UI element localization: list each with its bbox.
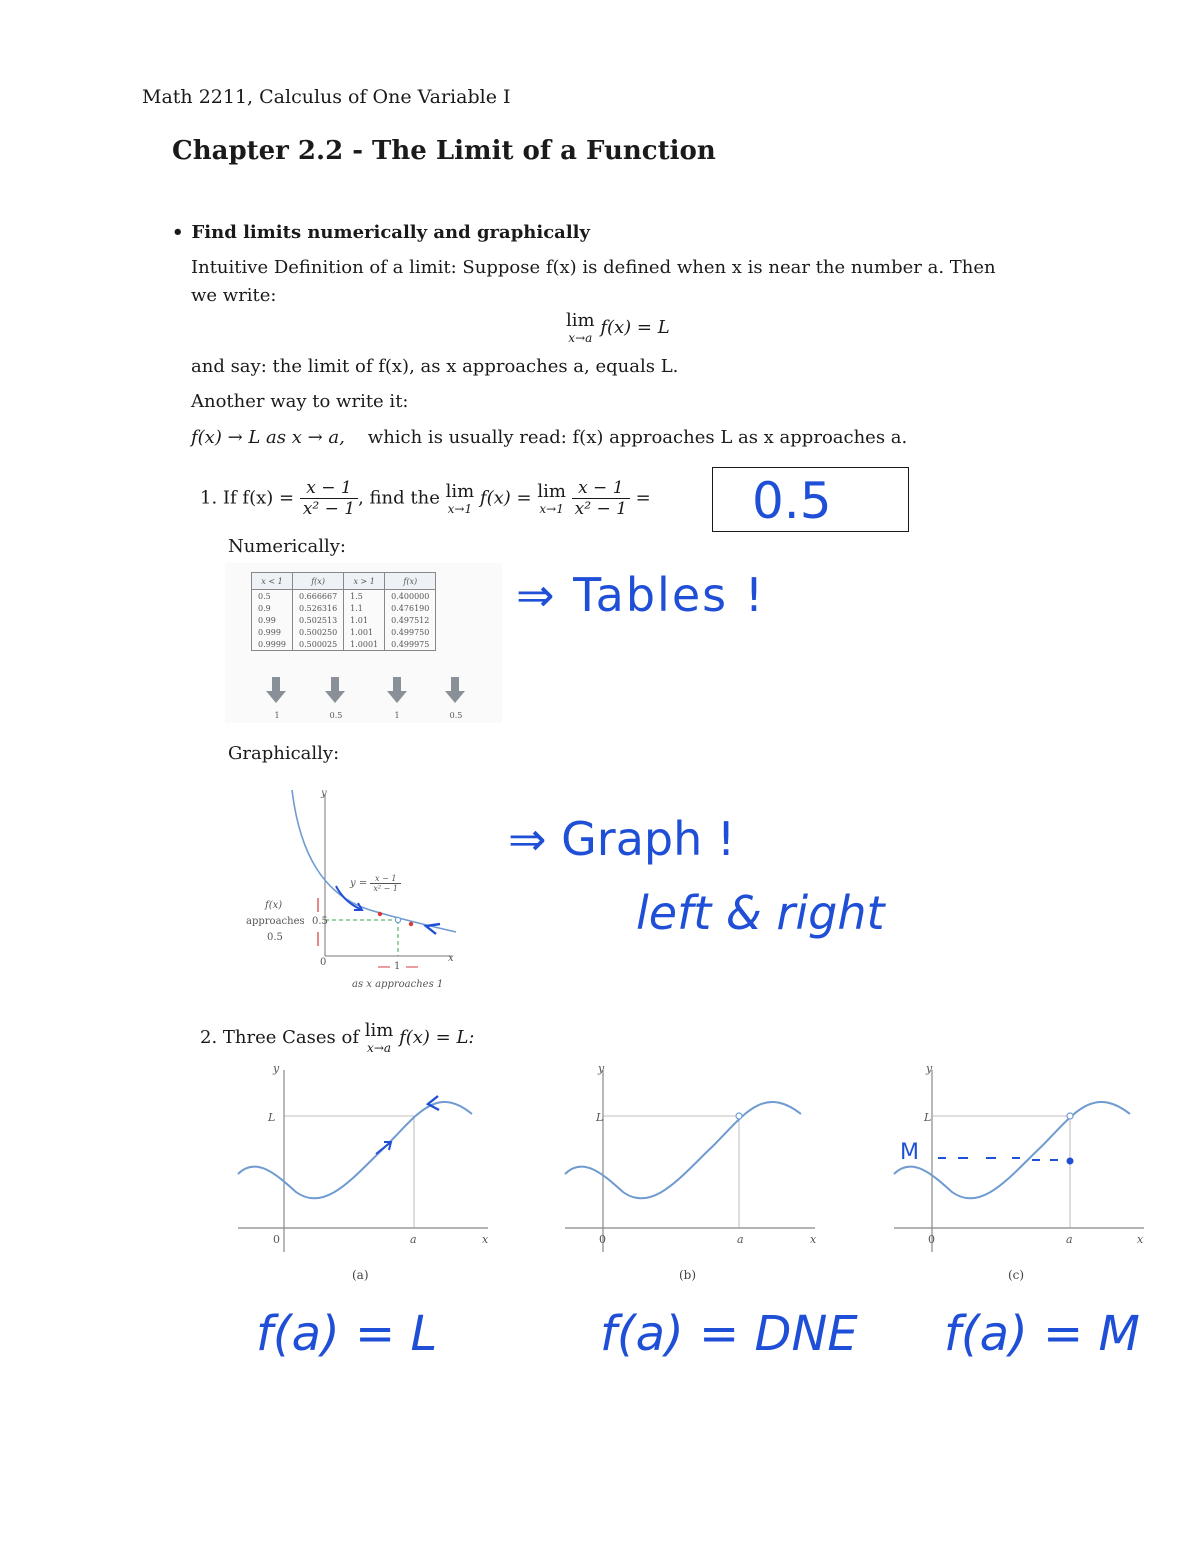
lim-2: lim x→1	[537, 480, 566, 516]
case-a-y: y	[273, 1062, 280, 1075]
case-a-zero: 0	[273, 1233, 280, 1246]
case-b-L: L	[596, 1111, 604, 1124]
graph1-origin: 0	[320, 957, 327, 968]
graph1-fx-label: f(x)	[265, 900, 283, 911]
fraction-2: $\frac{x - 1}{\text{x² − 1}}$	[572, 478, 630, 519]
case-b-x: x	[810, 1233, 817, 1246]
open-point	[395, 917, 400, 922]
handwritten-tables: ⇒ Tables !	[516, 568, 766, 622]
handwritten-case-c: f(a) = M	[944, 1306, 1140, 1362]
handwritten-case-b: f(a) = DNE	[600, 1306, 858, 1362]
problem-2: 2. Three Cases of lim x→a f(x) = L:	[200, 1020, 475, 1055]
case-b-zero: 0	[599, 1233, 606, 1246]
chapter-title: Chapter 2.2 - The Limit of a Function	[172, 136, 716, 166]
case-c-zero: 0	[928, 1233, 935, 1246]
case-a-label: (a)	[352, 1268, 369, 1282]
filled-point	[1067, 1158, 1074, 1165]
case-c-x: x	[1137, 1233, 1144, 1246]
lim-operator: lim x→a	[566, 310, 595, 345]
table-row: 0.9 0.526316 1.1 0.476190	[252, 602, 436, 614]
table-row: 0.99 0.502513 1.01 0.497512	[252, 614, 436, 626]
arrow-result: 1	[394, 711, 400, 720]
hand-arrow	[376, 1142, 391, 1154]
graph1-tick-05: 0.5	[312, 916, 328, 927]
case-a-a: a	[410, 1233, 417, 1246]
down-arrow-icon	[387, 677, 407, 703]
another-way: Another way to write it:	[191, 391, 409, 412]
case-c-label: (c)	[1008, 1268, 1025, 1282]
down-arrow-icon	[266, 677, 286, 703]
table-row: 0.9999 0.500025 1.0001 0.499975	[252, 638, 436, 651]
arrow-result: 1	[274, 711, 280, 720]
problem-1-number: 1.	[200, 487, 218, 509]
handwritten-case-a: f(a) = L	[256, 1306, 438, 1362]
section-bullet	[172, 222, 590, 243]
handwritten-graph: ⇒ Graph !	[508, 812, 736, 866]
down-arrow-icon	[325, 677, 345, 703]
fraction-1: $\frac{x - 1}{\text{x² − 1}}$	[300, 478, 358, 519]
graph1-curve-label: y = $\frac{x - 1}{\text{x² − 1}}$	[350, 874, 401, 893]
open-point	[736, 1113, 742, 1119]
graph1-y-label: y	[321, 788, 327, 799]
intuitive-definition: Intuitive Definition of a limit: Suppose f(x) is defined when x is near the number a. Then	[191, 257, 996, 278]
problem-1-if: If f(x) =	[222, 487, 295, 509]
graphically-label: Graphically:	[228, 743, 340, 764]
col-header: x < 1	[252, 573, 293, 590]
case-c-a: a	[1066, 1233, 1073, 1246]
lim-1: lim x→1	[445, 480, 475, 516]
table-row: 0.999 0.500250 1.001 0.499750	[252, 626, 436, 638]
hand-dashes	[938, 1158, 1058, 1160]
limit-rhs: f(x) = L	[600, 317, 670, 338]
lim-3: lim x→a	[364, 1020, 394, 1055]
down-arrow-icon	[445, 677, 465, 703]
table-row: 0.5 0.666667 1.5 0.400000	[252, 590, 436, 603]
case-b-label: (b)	[679, 1268, 697, 1282]
case-c-y: y	[926, 1062, 933, 1075]
bullet-dot: •	[172, 222, 184, 243]
handwritten-m: M	[900, 1140, 919, 1165]
red-point	[378, 912, 382, 916]
open-point	[1067, 1113, 1073, 1119]
col-header: x > 1	[344, 573, 385, 590]
arrow-result: 0.5	[329, 711, 343, 720]
graph1-tick-1: 1	[394, 961, 401, 972]
say-text: and say: the limit of f(x), as x approaches a, equals L.	[191, 356, 679, 377]
case-a-x: x	[482, 1233, 489, 1246]
case-b-y: y	[598, 1062, 605, 1075]
bullet-text: Find limits numerically and graphically	[191, 222, 590, 243]
problem-1: 1. If f(x) = $\frac{x - 1}{\text{x² − 1}}$ , find the lim x→1 f(x) = lim x→1 $\frac{x - 1}{\text{x² − 1}}$ =	[200, 478, 651, 519]
arrow-result: 0.5	[449, 711, 463, 720]
course-title: Math 2211, Calculus of One Variable I	[142, 86, 511, 108]
numerically-label: Numerically:	[228, 536, 346, 557]
case-b-a: a	[737, 1233, 744, 1246]
hand-arrow-right	[426, 924, 440, 934]
numeric-table-figure	[225, 563, 502, 723]
handwritten-answer: 0.5	[752, 472, 832, 530]
handwritten-left-right: left & right	[636, 886, 885, 940]
col-header: f(x)	[293, 573, 344, 590]
graph1-x-caption: as x approaches 1	[352, 979, 444, 990]
col-header: f(x)	[385, 573, 436, 590]
limit-expression	[566, 312, 670, 344]
case-c-L: L	[924, 1111, 932, 1124]
case-a-L: L	[268, 1111, 276, 1124]
graph1-approaches-label: approaches	[246, 916, 305, 927]
red-point	[409, 922, 413, 926]
graph1-approaches-value: 0.5	[267, 932, 283, 943]
curve	[292, 790, 456, 932]
down-arrows	[225, 563, 502, 723]
arrow-notation: f(x) → L as x → a, which is usually read: f(x) approaches L as x approaches a.	[191, 427, 908, 448]
graph1-x-label: x	[448, 953, 454, 964]
we-write: we write:	[191, 285, 277, 306]
